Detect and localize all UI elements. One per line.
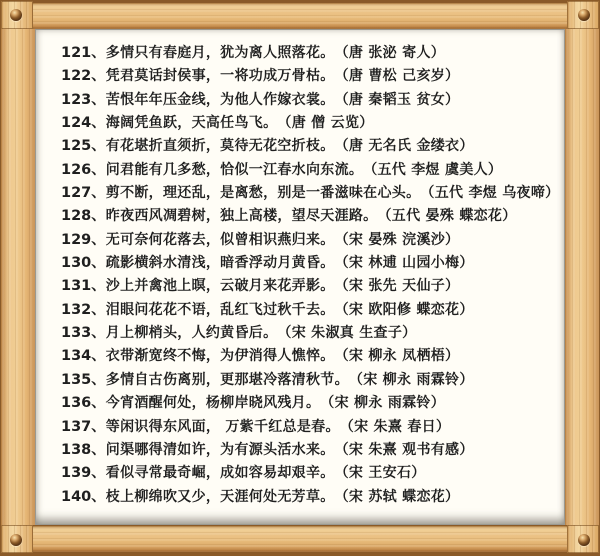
nail-icon <box>10 9 22 21</box>
poem-number: 140、 <box>61 488 106 505</box>
poem-quote: 剪不断，理还乱，是离愁，别是一番滋味在心头。 <box>105 185 421 202</box>
poem-quote: 等闲识得东风面， 万紫千红总是春。 <box>105 418 340 435</box>
poem-source: （宋 朱淑真 生查子） <box>284 325 417 342</box>
nail-icon <box>578 534 590 546</box>
poem-row <box>61 159 560 182</box>
poem-number: 128、 <box>61 208 106 225</box>
poem-number: 134、 <box>61 348 106 365</box>
poem-source: （五代 李煜 乌夜啼） <box>427 185 560 202</box>
poem-quote: 多情只有春庭月，犹为离人照落花。 <box>105 45 335 61</box>
paper-sheet <box>35 29 565 525</box>
poem-source: （宋 晏殊 浣溪沙） <box>341 231 460 248</box>
poem-row <box>61 89 560 112</box>
poem-number: 123、 <box>61 91 106 108</box>
poem-number: 139、 <box>61 465 106 482</box>
poem-source: （宋 林逋 山园小梅） <box>341 255 474 272</box>
poem-number: 127、 <box>61 185 106 202</box>
poem-quote: 泪眼问花花不语，乱红飞过秋千去。 <box>105 301 335 318</box>
poem-source: （宋 欧阳修 蝶恋花） <box>341 301 474 318</box>
poem-source: （宋 朱熹 春日） <box>346 418 451 435</box>
poem-row <box>61 275 560 298</box>
poem-source: （宋 柳永 雨霖铃） <box>327 395 446 412</box>
frame-top-beam <box>31 3 569 29</box>
poem-quote: 衣带渐宽终不悔，为伊消得人憔悴。 <box>105 348 335 365</box>
poem-number: 136、 <box>61 395 106 412</box>
poem-number: 131、 <box>61 278 106 295</box>
poem-quote: 问渠哪得清如许，为有源头活水来。 <box>105 441 335 458</box>
poem-source: （五代 晏殊 蝶恋花） <box>384 208 517 225</box>
poem-row <box>61 135 560 158</box>
poem-number: 121、 <box>61 45 106 61</box>
poem-source: （唐 曹松 己亥岁） <box>341 68 460 85</box>
poem-row <box>61 182 560 205</box>
poem-row <box>61 42 560 65</box>
poem-row <box>61 486 560 509</box>
poem-quote: 今宵酒醒何处，杨柳岸晓风残月。 <box>105 395 321 412</box>
poem-row <box>61 205 560 228</box>
poem-quote: 枝上柳绵吹又少，天涯何处无芳草。 <box>105 488 335 505</box>
poem-source: （宋 张先 天仙子） <box>341 278 460 295</box>
frame-bottom-beam <box>31 526 569 552</box>
poem-list <box>61 42 560 520</box>
poem-source: （宋 朱熹 观书有感） <box>341 441 474 458</box>
poem-quote: 有花堪折直须折，莫待无花空折枝。 <box>105 138 335 155</box>
poem-row <box>61 299 560 322</box>
poem-number: 138、 <box>61 441 106 458</box>
poem-row <box>61 369 560 392</box>
poem-row <box>61 416 560 439</box>
poem-number: 132、 <box>61 301 106 318</box>
poem-number: 135、 <box>61 371 106 388</box>
poem-row <box>61 322 560 345</box>
poem-row <box>61 252 560 275</box>
poem-quote: 疏影横斜水清浅，暗香浮动月黄昏。 <box>105 255 335 272</box>
poem-source: （唐 张泌 寄人） <box>341 45 446 61</box>
nail-icon <box>578 9 590 21</box>
frame-right-plank <box>565 29 599 525</box>
poem-row <box>61 112 560 135</box>
poem-number: 122、 <box>61 68 106 85</box>
poem-quote: 昨夜西风凋碧树，独上高楼，望尽天涯路。 <box>105 208 378 225</box>
poem-quote: 多情自古伤离别，更那堪冷落清秋节。 <box>105 371 349 388</box>
poem-source: （宋 柳永 凤栖梧） <box>341 348 460 365</box>
poem-row <box>61 392 560 415</box>
poem-quote: 苦恨年年压金线，为他人作嫁衣裳。 <box>105 91 335 108</box>
frame-left-plank <box>1 29 35 525</box>
poem-quote: 月上柳梢头，人约黄昏后。 <box>105 325 278 342</box>
poem-number: 125、 <box>61 138 106 155</box>
poem-number: 137、 <box>61 418 106 435</box>
poem-source: （宋 苏轼 蝶恋花） <box>341 488 460 505</box>
poem-row <box>61 439 560 462</box>
poem-source: （唐 僧 云览） <box>284 115 374 132</box>
nail-icon <box>10 534 22 546</box>
poem-number: 126、 <box>61 161 106 178</box>
poem-number: 124、 <box>61 115 106 132</box>
poem-source: （唐 秦韬玉 贫女） <box>341 91 460 108</box>
poem-row <box>61 65 560 88</box>
poem-row <box>61 462 560 485</box>
poem-number: 133、 <box>61 325 106 342</box>
poem-quote: 沙上并禽池上暝，云破月来花弄影。 <box>105 278 335 295</box>
poem-quote: 海阔凭鱼跃，天高任鸟飞。 <box>105 115 278 132</box>
poem-quote: 看似寻常最奇崛，成如容易却艰辛。 <box>105 465 335 482</box>
poem-number: 129、 <box>61 231 106 248</box>
poem-source: （唐 无名氏 金缕衣） <box>341 138 474 155</box>
poem-number: 130、 <box>61 255 106 272</box>
poem-row <box>61 345 560 368</box>
poem-source: （宋 柳永 雨霖铃） <box>355 371 474 388</box>
poem-quote: 凭君莫话封侯事，一将功成万骨枯。 <box>105 68 335 85</box>
poem-source: （宋 王安石） <box>341 465 426 482</box>
poem-row <box>61 229 560 252</box>
poem-quote: 无可奈何花落去，似曾相识燕归来。 <box>105 231 335 248</box>
poem-quote: 问君能有几多愁，恰似一江春水向东流。 <box>105 161 364 178</box>
poem-source: （五代 李煜 虞美人） <box>370 161 503 178</box>
